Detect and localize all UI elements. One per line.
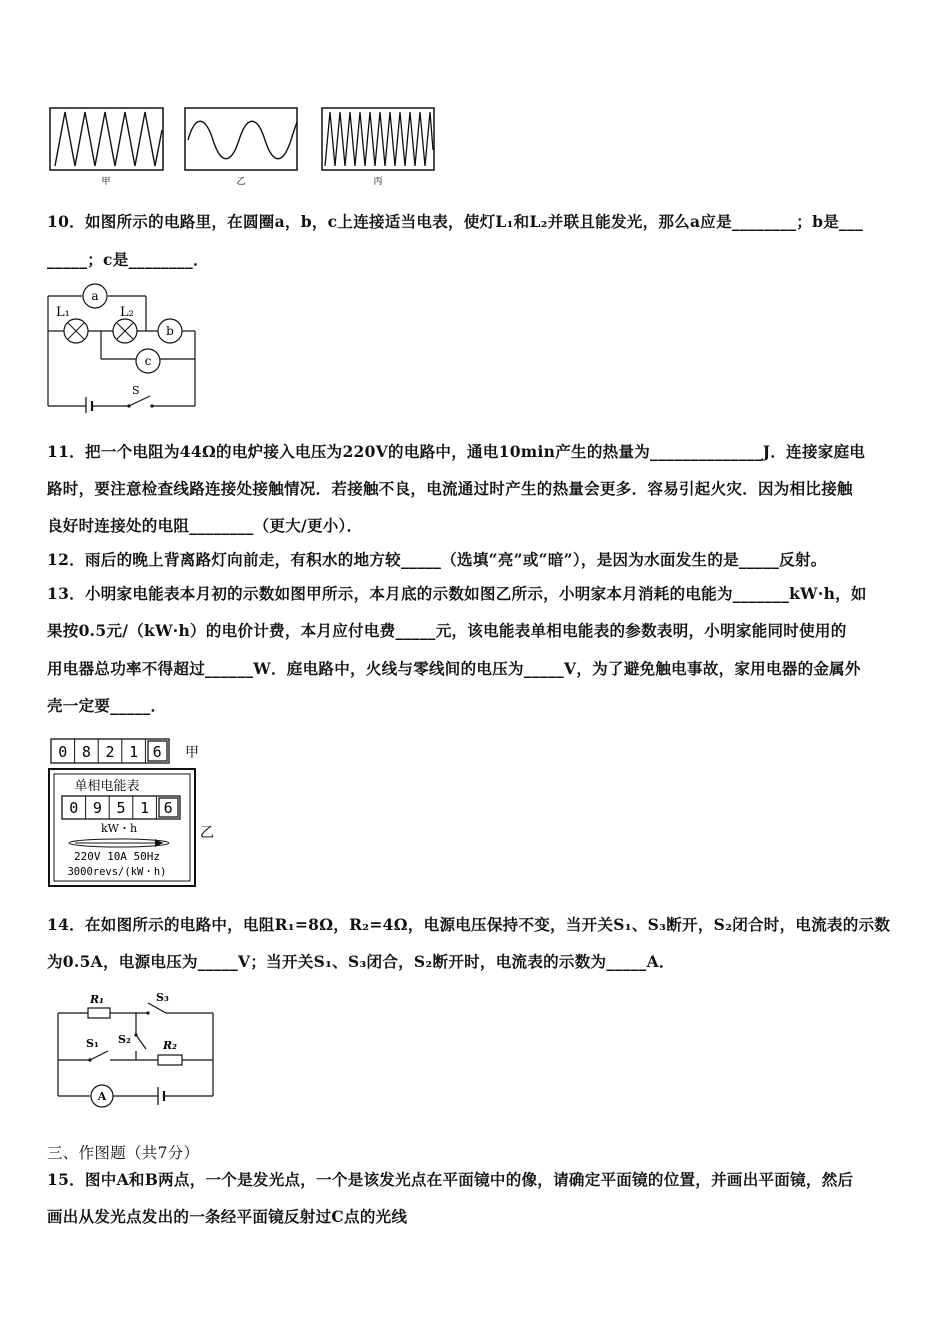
meter-a-label: a — [91, 289, 99, 303]
resistor-r1-label: R₁ — [90, 993, 104, 1006]
meter-jia-digit: 1 — [129, 743, 139, 761]
meter-yi-label: 乙 — [200, 825, 214, 841]
meter-title: 单相电能表 — [74, 779, 140, 794]
meter-yi-digit: 1 — [140, 799, 150, 817]
q14-line2: 为0.5A，电源电压为_____V；当开关S₁、S₃闭合，S₂断开时，电流表的示数为_____A． — [47, 952, 675, 971]
meter-jia-digit: 8 — [81, 743, 91, 761]
meter-yi-digit: 6 — [163, 799, 173, 817]
waveform-label-bing: 丙 — [373, 177, 383, 187]
meter-jia-digit: 6 — [152, 743, 162, 761]
meter-spec-2: 3000revs/(kW・h) — [67, 866, 167, 878]
meter-jia-digit: 2 — [105, 743, 115, 761]
section3-heading: 三、作图题（共7分） — [47, 1144, 200, 1162]
q10-line2: _____；c是________． — [47, 250, 209, 269]
meter-yi-digit: 9 — [92, 799, 102, 817]
q13-line1: 13．小明家电能表本月初的示数如图甲所示，本月底的示数如图乙所示，小明家本月消耗的电能为_______kW·h，如 — [47, 584, 867, 603]
q14-line1: 14．在如图所示的电路中，电阻R₁=8Ω，R₂=4Ω，电源电压保持不变，当开关S₁、S₃断开，S₂闭合时，电流表的示数 — [47, 915, 891, 934]
q13-line3: 用电器总功率不得超过______W．庭电路中，火线与零线间的电压为_____V，为了避免触电事故，家用电器的金属外 — [47, 659, 861, 678]
ammeter-label: A — [97, 1090, 107, 1103]
q10-circuit-diagram — [40, 283, 210, 413]
meter-yi-digit: 5 — [116, 799, 126, 817]
meter-yi-digit: 0 — [69, 799, 79, 817]
q15-line1: 15．图中A和B两点，一个是发光点，一个是该发光点在平面镜中的像，请确定平面镜的位置，并画出平面镜，然后 — [47, 1170, 854, 1189]
resistor-r2-label: R₂ — [163, 1039, 177, 1052]
q13-line2: 果按0.5元/（kW·h）的电价计费，本月应付电费_____元，该电能表单相电能表的参数表明，小明家能同时使用的 — [47, 621, 847, 640]
switch-s2-label: S₂ — [118, 1033, 131, 1046]
waveform-label-yi: 乙 — [236, 177, 246, 187]
q11-line2: 路时，要注意检查线路连接处接触情况．若接触不良，电流通过时产生的热量会更多．容易引起火灾．因为相比接触 — [47, 479, 853, 498]
switch-s-label: S — [132, 384, 140, 397]
q11-line1: 11．把一个电阻为44Ω的电炉接入电压为220V的电路中，通电10min产生的热量为______________J．连接家庭电 — [47, 442, 866, 461]
q15-line2: 画出从发光点发出的一条经平面镜反射过C点的光线 — [47, 1207, 408, 1226]
meter-c-label: c — [144, 354, 152, 368]
q13-energy-meter-figure — [45, 733, 225, 893]
meter-b-label: b — [166, 324, 174, 338]
q13-line4: 壳一定要_____． — [47, 696, 167, 715]
waveform-figures — [45, 100, 445, 190]
lamp-l1-label: L₁ — [56, 305, 70, 320]
switch-s1-label: S₁ — [86, 1037, 99, 1050]
lamp-l2-label: L₂ — [120, 305, 134, 320]
q14-circuit-diagram — [48, 985, 223, 1110]
q12-line1: 12．雨后的晚上背离路灯向前走，有积水的地方较_____（选填“亮”或“暗”），是因为水面发生的是_____反射。 — [47, 550, 827, 569]
q10-line1: 10．如图所示的电路里，在圆圈a，b，c上连接适当电表，使灯L₁和L₂并联且能发光，那么a应是________；b是___ — [47, 212, 864, 231]
waveform-label-jia: 甲 — [101, 177, 111, 187]
switch-s3-label: S₃ — [156, 991, 169, 1004]
meter-spec-1: 220V 10A 50Hz — [73, 850, 161, 863]
q11-line3: 良好时连接处的电阻________（更大/更小）． — [47, 516, 363, 535]
meter-jia-digit: 0 — [58, 743, 68, 761]
meter-unit: kW・h — [100, 822, 138, 835]
meter-jia-label: 甲 — [185, 745, 199, 761]
